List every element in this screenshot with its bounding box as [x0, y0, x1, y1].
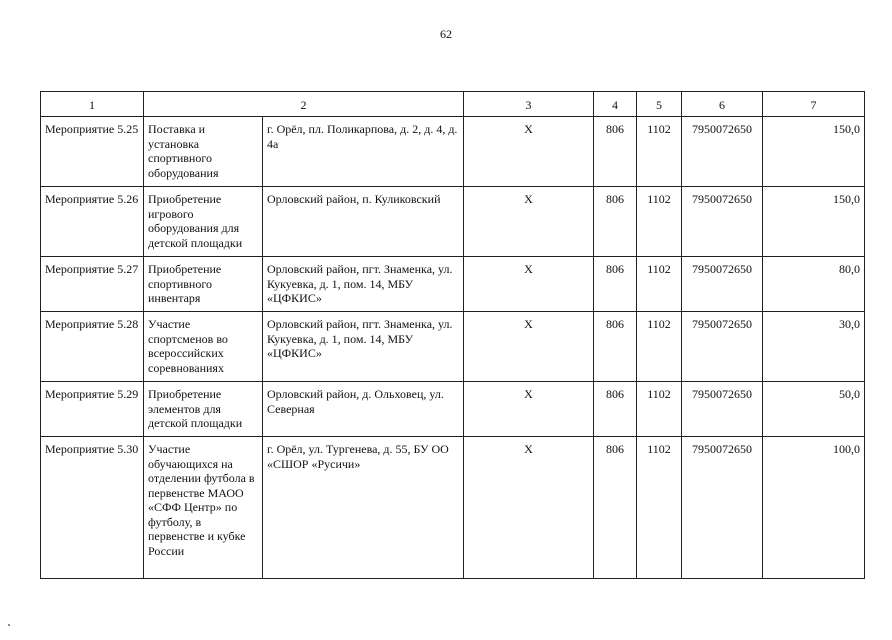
table-row: [41, 382, 865, 437]
row-col5-cell: 1102: [637, 382, 682, 437]
row-id-cell: Мероприятие 5.25: [41, 117, 144, 187]
row-col7-cell: 150,0: [763, 117, 865, 187]
header-col-6: 6: [682, 92, 763, 117]
header-col-4: 4: [594, 92, 637, 117]
row-col3-cell: Х: [464, 187, 594, 257]
row-col5-cell: 1102: [637, 257, 682, 312]
row-col6-cell: 7950072650: [682, 312, 763, 382]
row-col5-cell: 1102: [637, 187, 682, 257]
row-col3-cell: Х: [464, 437, 594, 579]
row-address-cell: г. Орёл, пл. Поликарпова, д. 2, д. 4, д. 4а: [263, 117, 464, 187]
row-col3-cell: Х: [464, 257, 594, 312]
row-col6-cell: 7950072650: [682, 437, 763, 579]
row-name-cell: Участие спортсменов во всероссийских соревнованиях: [144, 312, 263, 382]
table-row: [41, 187, 865, 257]
row-col4-cell: 806: [594, 187, 637, 257]
header-col-5: 5: [637, 92, 682, 117]
row-name-cell: Участие обучающихся на отделении футбола в первенстве МАОО «СФФ Центр» по футболу, в первенстве и кубке России: [144, 437, 263, 579]
row-col3-cell: Х: [464, 382, 594, 437]
row-col6-cell: 7950072650: [682, 257, 763, 312]
row-col7-cell: 150,0: [763, 187, 865, 257]
row-id-cell: Мероприятие 5.28: [41, 312, 144, 382]
table-row: [41, 117, 865, 187]
row-col5-cell: 1102: [637, 312, 682, 382]
row-col3-cell: Х: [464, 312, 594, 382]
row-name-cell: Приобретение спортивного инвентаря: [144, 257, 263, 312]
row-col7-cell: 80,0: [763, 257, 865, 312]
row-col5-cell: 1102: [637, 117, 682, 187]
row-name-cell: Приобретение элементов для детской площадки: [144, 382, 263, 437]
row-col5-cell: 1102: [637, 437, 682, 579]
row-id-cell: Мероприятие 5.29: [41, 382, 144, 437]
row-col7-cell: 100,0: [763, 437, 865, 579]
row-col7-cell: 50,0: [763, 382, 865, 437]
row-id-cell: Мероприятие 5.30: [41, 437, 144, 579]
row-col7-cell: 30,0: [763, 312, 865, 382]
header-col-2: 2: [144, 92, 464, 117]
row-col4-cell: 806: [594, 312, 637, 382]
scan-speck: [8, 624, 10, 626]
row-name-cell: Приобретение игрового оборудования для детской площадки: [144, 187, 263, 257]
table-header-row: [41, 92, 865, 117]
row-col4-cell: 806: [594, 257, 637, 312]
header-col-1: 1: [41, 92, 144, 117]
row-id-cell: Мероприятие 5.26: [41, 187, 144, 257]
row-col4-cell: 806: [594, 117, 637, 187]
row-address-cell: Орловский район, д. Ольховец, ул. Северная: [263, 382, 464, 437]
row-col4-cell: 806: [594, 382, 637, 437]
row-address-cell: Орловский район, п. Куликовский: [263, 187, 464, 257]
table-row: [41, 257, 865, 312]
header-col-7: 7: [763, 92, 865, 117]
row-col6-cell: 7950072650: [682, 117, 763, 187]
row-address-cell: Орловский район, пгт. Знаменка, ул. Кукуевка, д. 1, пом. 14, МБУ «ЦФКИС»: [263, 312, 464, 382]
table-row: [41, 312, 865, 382]
budget-table: [40, 91, 865, 579]
row-col6-cell: 7950072650: [682, 382, 763, 437]
row-col3-cell: Х: [464, 117, 594, 187]
row-id-cell: Мероприятие 5.27: [41, 257, 144, 312]
page-number: 62: [440, 27, 452, 41]
row-address-cell: г. Орёл, ул. Тургенева, д. 55, БУ ОО «СШОР «Русичи»: [263, 437, 464, 579]
row-col6-cell: 7950072650: [682, 187, 763, 257]
row-address-cell: Орловский район, пгт. Знаменка, ул. Кукуевка, д. 1, пом. 14, МБУ «ЦФКИС»: [263, 257, 464, 312]
row-name-cell: Поставка и установка спортивного оборудования: [144, 117, 263, 187]
row-col4-cell: 806: [594, 437, 637, 579]
header-col-3: 3: [464, 92, 594, 117]
table-row: [41, 437, 865, 579]
